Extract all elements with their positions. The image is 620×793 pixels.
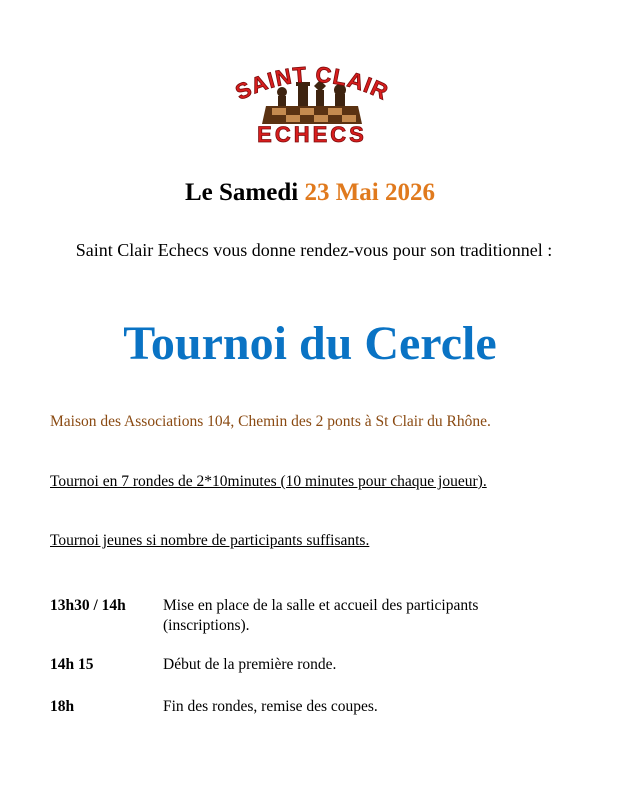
schedule-row (50, 697, 570, 717)
schedule (50, 596, 570, 717)
schedule-time: 18h (50, 698, 75, 715)
chess-pieces-icon (222, 62, 402, 146)
youth-info: Tournoi jeunes si nombre de participants suffisants. (50, 532, 370, 549)
schedule-time: 14h 15 (50, 656, 94, 673)
event-date (0, 178, 620, 208)
venue-address: Maison des Associations 104, Chemin des 2 ponts à St Clair du Rhône. (50, 413, 491, 430)
logo-top-text: SAINT CLAIR (231, 62, 393, 105)
intro-text: Saint Clair Echecs vous donne rendez-vous pour son traditionnel : (75, 240, 553, 260)
page-title: Tournoi du Cercle (123, 317, 497, 370)
logo-bottom-text: ECHECS (257, 122, 367, 146)
club-logo (222, 62, 402, 146)
date-highlight: 23 Mai 2026 (304, 179, 435, 206)
schedule-desc: Début de la première ronde. (163, 656, 337, 673)
schedule-desc: Mise en place de la salle et accueil des participants (inscriptions). (163, 597, 479, 634)
schedule-time: 13h30 / 14h (50, 597, 126, 614)
date-prefix: Le Samedi (185, 179, 299, 206)
schedule-row (50, 655, 570, 697)
rounds-info: Tournoi en 7 rondes de 2*10minutes (10 minutes pour chaque joueur). (50, 473, 487, 490)
schedule-desc: Fin des rondes, remise des coupes. (163, 698, 378, 715)
schedule-row (50, 596, 570, 655)
